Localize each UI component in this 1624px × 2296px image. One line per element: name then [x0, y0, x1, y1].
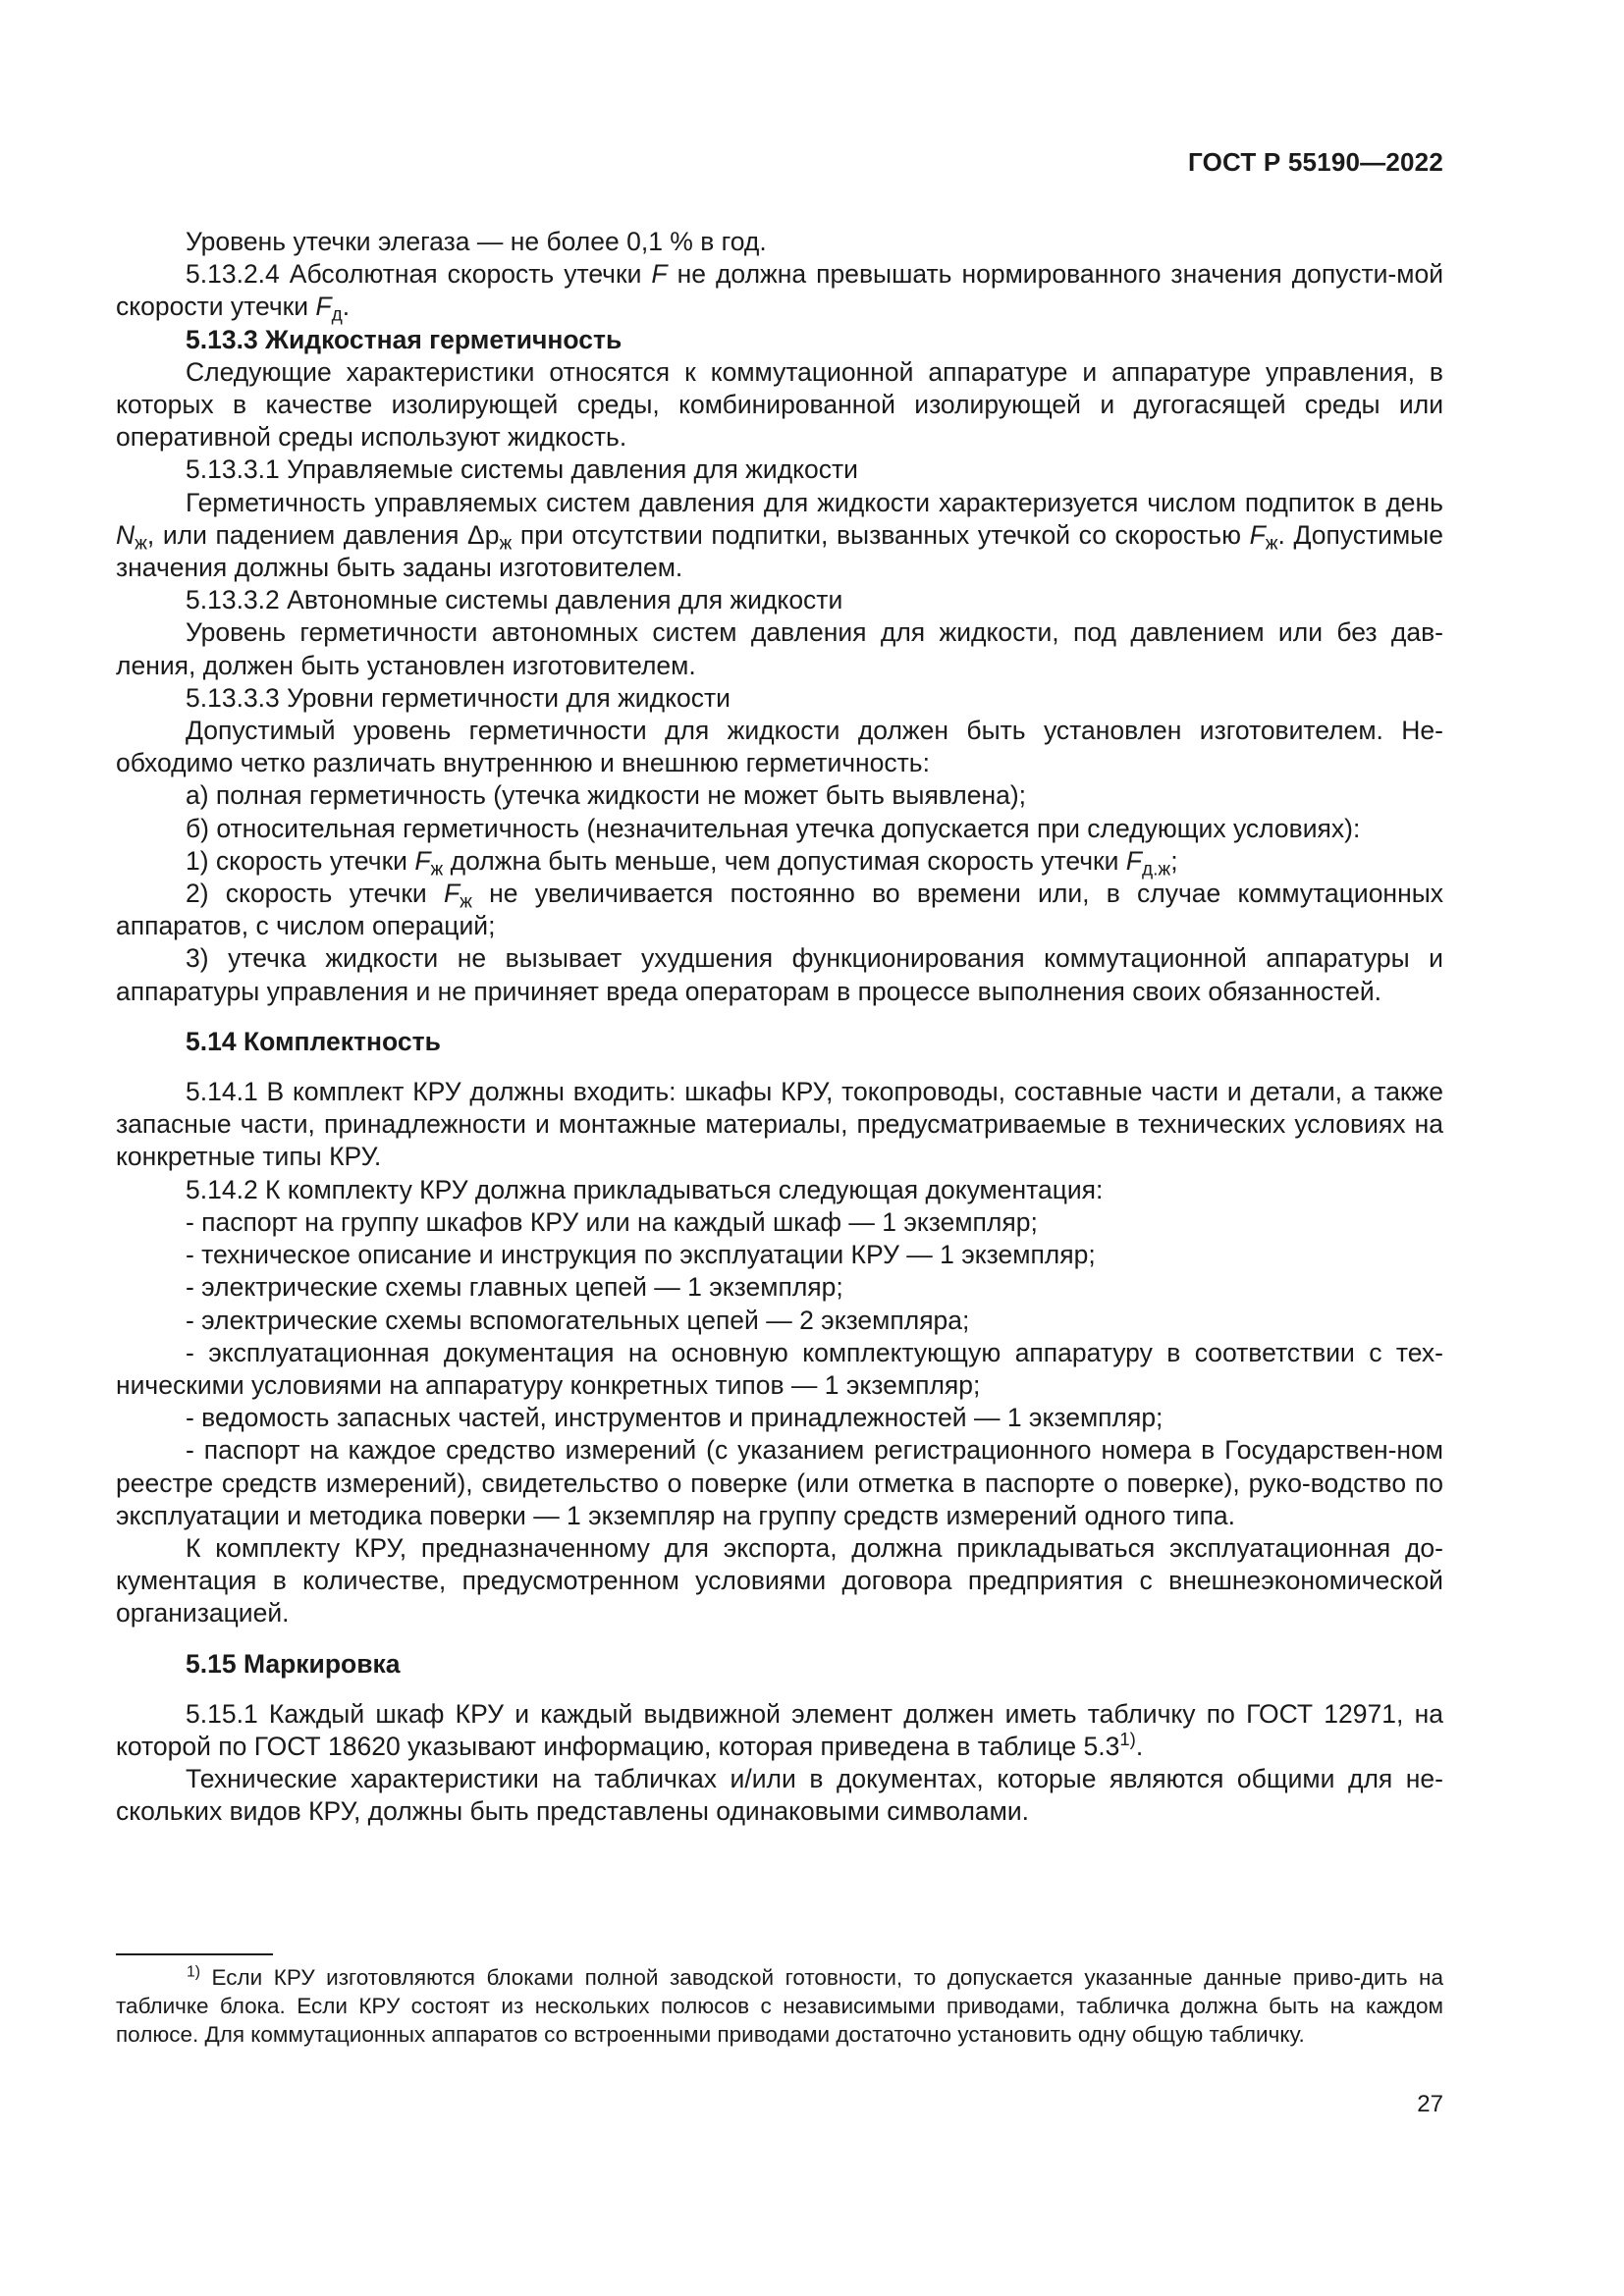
paragraph: Технические характеристики на табличках и/или в документах, которые являются общими для не-скольких видов КРУ, должны быть представлены одинаковыми символами.: [116, 1764, 1443, 1827]
footnote-ref: 1): [1119, 1728, 1136, 1749]
heading-5-13-3: 5.13.3 Жидкостная герметичность: [186, 324, 623, 354]
list-item: - электрические схемы вспомогательных цепей — 2 экземпляра;: [186, 1305, 970, 1335]
footnote-divider: [116, 1953, 273, 1955]
clause-5-14-1: 5.14.1 В комплект КРУ должны входить: шкафы КРУ, токопроводы, составные части и детали, а также запасные части, принадлежности и монтажные материалы, предусматриваемые в технических условиях на конкретные типы КРУ.: [116, 1077, 1443, 1172]
paragraph: Герметичность управляемых систем давления для жидкости характеризуется числом подпиток в день $N_ж$, или падением давления $\Delta p_ж$ при отсутствии подпитки, вызванных утечкой со скоростью $F_ж$. Допустимые значения должны быть заданы изготовителем.: [116, 487, 1443, 583]
list-item: - эксплуатационная документация на основную комплектующую аппаратуру в соответствии с тех-ническими условиями на аппаратуру конкретных типов — 1 экземпляр;: [116, 1337, 1443, 1400]
list-item: 2) скорость утечки $F_ж$ не увеличивается постоянно во времени или, в случае коммутационных аппаратов, с числом операций;: [116, 879, 1443, 941]
paragraph: Уровень утечки элегаза — не более 0,1 % в год.: [186, 227, 767, 256]
list-item: - паспорт на группу шкафов КРУ или на каждый шкаф — 1 экземпляр;: [186, 1206, 1038, 1237]
heading-5-14: 5.14 Комплектность: [186, 1026, 441, 1056]
clause-5-13-2-4: 5.13.2.4 Абсолютная скорость утечки F не должна превышать нормированного значения допусти-мой скорости утечки $F_д$.: [116, 259, 1443, 327]
list-item: б) относительная герметичность (незначительная утечка допускается при следующих условиях):: [186, 813, 1361, 843]
page-number: 27: [1417, 2091, 1443, 2117]
heading-5-15: 5.15 Маркировка: [186, 1648, 401, 1679]
clause-5-13-3-1: 5.13.3.1 Управляемые системы давления для жидкости: [186, 454, 858, 485]
list-item: а) полная герметичность (утечка жидкости не может быть выявлена);: [186, 780, 1027, 811]
paragraph: Допустимый уровень герметичности для жидкости должен быть установлен изготовителем. Не-обходимо четко различать внутреннюю и внешнюю герметичность:: [116, 716, 1443, 778]
standard-header: ГОСТ Р 55190—2022: [1188, 147, 1443, 177]
list-item: - ведомость запасных частей, инструментов и принадлежностей — 1 экземпляр;: [186, 1403, 1164, 1433]
paragraph: К комплекту КРУ, предназначенному для экспорта, должна прикладываться эксплуатационная до-кументация в количестве, предусмотренном условиями договора предприятия с внешнеэкономической организацией.: [116, 1532, 1443, 1629]
list-item: 3) утечка жидкости не вызывает ухудшения функционирования коммутационной аппаратуры и аппаратуры управления и не причиняет вреда операторам в процессе выполнения своих обязанностей.: [116, 943, 1443, 1006]
list-item: - электрические схемы главных цепей — 1 экземпляр;: [186, 1272, 843, 1303]
paragraph: Уровень герметичности автономных систем давления для жидкости, под давлением или без дав-ления, должен быть установлен изготовителем.: [116, 617, 1443, 680]
paragraph: Следующие характеристики относятся к коммутационной аппаратуре и аппаратуре управления, в которых в качестве изолирующей среды, комбинированной изолирующей и дугогасящей среды или оперативной среды используют жидкость.: [116, 356, 1443, 453]
list-item: - паспорт на каждое средство измерений (с указанием регистрационного номера в Государствен-ном реестре средств измерений), свидетельство о поверке (или отметка в паспорте о поверке), руко-водство по эксплуатации и методика поверки — 1 экземпляр на группу средств измерений одного типа.: [116, 1435, 1443, 1530]
clause-5-14-2: 5.14.2 К комплекту КРУ должна прикладываться следующая документация:: [186, 1174, 1104, 1204]
list-item: - техническое описание и инструкция по эксплуатации КРУ — 1 экземпляр;: [186, 1240, 1096, 1270]
list-item: 1) скорость утечки $F_ж$ должна быть меньше, чем допустимая скорость утечки $F_{д.ж}$;: [186, 845, 1178, 881]
footnote: $^{1)}$ Если КРУ изготовляются блоками полной заводской готовности, то допускается указанные данные приво-дить на табличке блока. Если КРУ состоят из нескольких полюсов с независимыми приводами, табличка должна быть на каждом полюсе. Для коммутационных аппаратов со встроенными приводами достаточно установить одну общую табличку.: [116, 1963, 1443, 2047]
clause-5-13-3-2: 5.13.3.2 Автономные системы давления для жидкости: [186, 585, 843, 615]
clause-5-13-3-3: 5.13.3.3 Уровни герметичности для жидкости: [186, 682, 731, 713]
footnote-marker: 1): [187, 1963, 201, 1981]
document-body: [116, 226, 1443, 1829]
document-page: [116, 0, 1443, 2296]
clause-5-15-1: 5.15.1 Каждый шкаф КРУ и каждый выдвижной элемент должен иметь табличку по ГОСТ 12971, на которой по ГОСТ 18620 указывают информацию, которая приведена в таблице 5.3$^{1)}$.: [116, 1698, 1443, 1761]
